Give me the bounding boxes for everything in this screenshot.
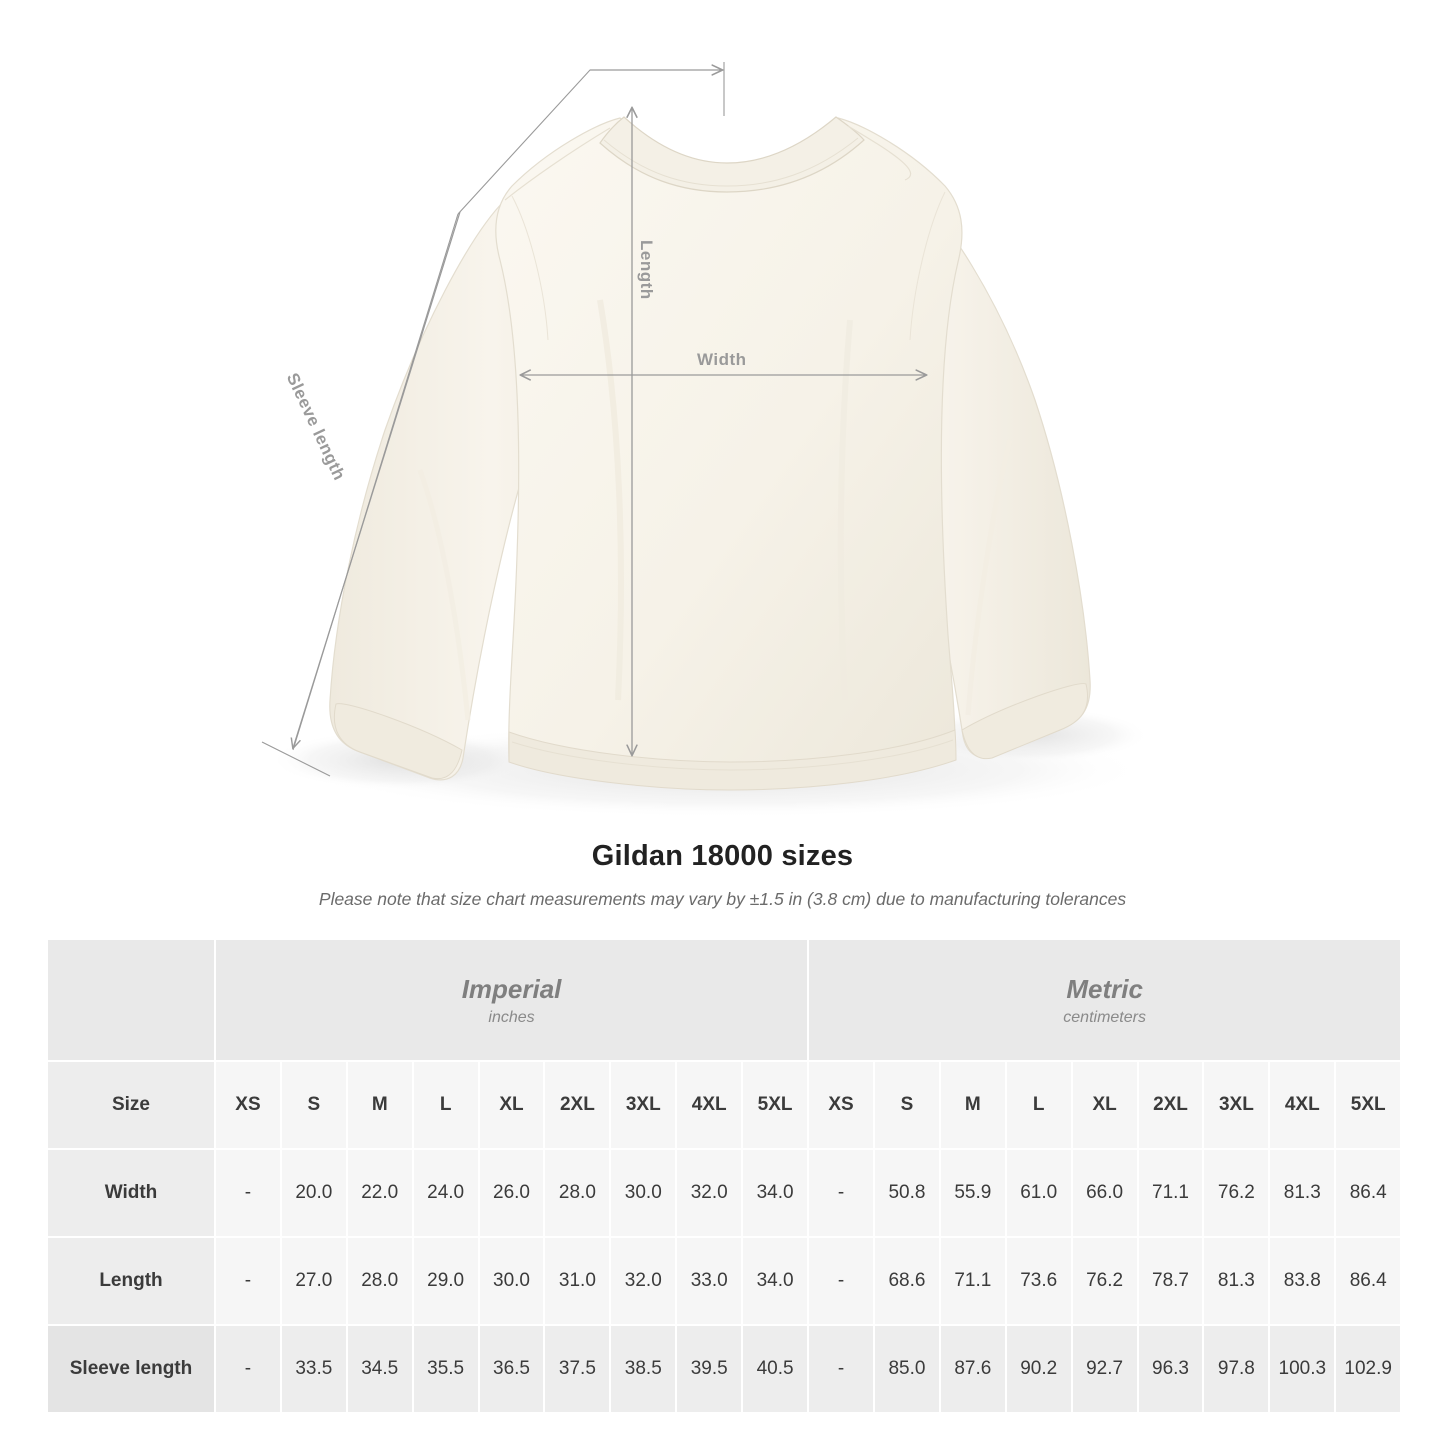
unit-name-metric: Metric xyxy=(1066,973,1143,1004)
cell-width-imperial-4xl: 32.0 xyxy=(676,1149,742,1237)
cell-length-metric-xl: 76.2 xyxy=(1072,1237,1138,1325)
size-header-imperial-l: L xyxy=(413,1061,479,1149)
cell-width-metric-l: 61.0 xyxy=(1006,1149,1072,1237)
size-header-imperial-s: S xyxy=(281,1061,347,1149)
cell-length-metric-3xl: 81.3 xyxy=(1203,1237,1269,1325)
cell-width-imperial-xs: - xyxy=(215,1149,281,1237)
cell-length-imperial-xs: - xyxy=(215,1237,281,1325)
cell-sleeve-metric-4xl: 100.3 xyxy=(1269,1325,1335,1413)
cell-width-imperial-l: 24.0 xyxy=(413,1149,479,1237)
cell-width-imperial-xl: 26.0 xyxy=(479,1149,545,1237)
cell-length-metric-m: 71.1 xyxy=(940,1237,1006,1325)
size-header-metric-xs: XS xyxy=(808,1061,874,1149)
size-header-metric-s: S xyxy=(874,1061,940,1149)
table-row xyxy=(47,1237,1401,1325)
cell-sleeve-imperial-2xl: 37.5 xyxy=(544,1325,610,1413)
cell-length-imperial-4xl: 33.0 xyxy=(676,1237,742,1325)
cell-width-metric-s: 50.8 xyxy=(874,1149,940,1237)
cell-length-metric-4xl: 83.8 xyxy=(1269,1237,1335,1325)
cell-sleeve-metric-2xl: 96.3 xyxy=(1138,1325,1204,1413)
length-label: Length xyxy=(637,240,656,300)
cell-sleeve-metric-s: 85.0 xyxy=(874,1325,940,1413)
table-row xyxy=(47,1325,1401,1413)
page-title: Gildan 18000 sizes xyxy=(591,840,854,872)
size-header-metric-3xl: 3XL xyxy=(1203,1061,1269,1149)
cell-sleeve-metric-xs: - xyxy=(808,1325,874,1413)
size-header-imperial-xl: XL xyxy=(479,1061,545,1149)
cell-length-metric-s: 68.6 xyxy=(874,1237,940,1325)
cell-width-imperial-2xl: 28.0 xyxy=(544,1149,610,1237)
cell-length-imperial-2xl: 31.0 xyxy=(544,1237,610,1325)
table-row xyxy=(47,1149,1401,1237)
tolerance-note: Please note that size chart measurements may vary by ±1.5 in (3.8 cm) due to manufacturing tolerances xyxy=(318,889,1127,909)
sleeve-length-label: Sleeve length xyxy=(282,370,350,484)
unit-sub-imperial: inches xyxy=(488,1009,535,1027)
cell-width-metric-2xl: 71.1 xyxy=(1138,1149,1204,1237)
cell-length-metric-5xl: 86.4 xyxy=(1335,1237,1401,1325)
unit-header-imperial xyxy=(215,939,808,1061)
cell-length-metric-xs: - xyxy=(808,1237,874,1325)
width-label: Width xyxy=(697,350,747,369)
cell-width-imperial-3xl: 30.0 xyxy=(610,1149,676,1237)
cell-sleeve-metric-l: 90.2 xyxy=(1006,1325,1072,1413)
cell-width-metric-m: 55.9 xyxy=(940,1149,1006,1237)
cell-width-imperial-m: 22.0 xyxy=(347,1149,413,1237)
cell-length-imperial-s: 27.0 xyxy=(281,1237,347,1325)
size-header-metric-m: M xyxy=(940,1061,1006,1149)
cell-sleeve-metric-m: 87.6 xyxy=(940,1325,1006,1413)
cell-sleeve-imperial-s: 33.5 xyxy=(281,1325,347,1413)
cell-sleeve-imperial-xl: 36.5 xyxy=(479,1325,545,1413)
cell-length-imperial-l: 29.0 xyxy=(413,1237,479,1325)
cell-width-metric-xs: - xyxy=(808,1149,874,1237)
size-header-row xyxy=(47,1061,1401,1149)
size-header-label: Size xyxy=(47,1061,215,1149)
size-header-imperial-m: M xyxy=(347,1061,413,1149)
size-header-imperial-xs: XS xyxy=(215,1061,281,1149)
row-label-length: Length xyxy=(47,1237,215,1325)
size-header-imperial-4xl: 4XL xyxy=(676,1061,742,1149)
size-header-metric-2xl: 2XL xyxy=(1138,1061,1204,1149)
unit-sub-metric: centimeters xyxy=(1063,1009,1146,1027)
cell-length-imperial-5xl: 34.0 xyxy=(742,1237,808,1325)
cell-sleeve-imperial-xs: - xyxy=(215,1325,281,1413)
cell-length-imperial-xl: 30.0 xyxy=(479,1237,545,1325)
size-header-metric-l: L xyxy=(1006,1061,1072,1149)
cell-sleeve-imperial-5xl: 40.5 xyxy=(742,1325,808,1413)
cell-sleeve-metric-3xl: 97.8 xyxy=(1203,1325,1269,1413)
size-table xyxy=(46,938,1402,1414)
unit-name-imperial: Imperial xyxy=(461,973,562,1004)
size-header-metric-4xl: 4XL xyxy=(1269,1061,1335,1149)
cell-width-metric-3xl: 76.2 xyxy=(1203,1149,1269,1237)
size-table-wrap xyxy=(0,938,1445,1414)
title-block xyxy=(0,840,1445,910)
cell-width-imperial-5xl: 34.0 xyxy=(742,1149,808,1237)
unit-header-spacer xyxy=(47,939,215,1061)
row-label-sleeve-length: Sleeve length xyxy=(47,1325,215,1413)
cell-sleeve-metric-xl: 92.7 xyxy=(1072,1325,1138,1413)
cell-sleeve-imperial-m: 34.5 xyxy=(347,1325,413,1413)
cell-sleeve-imperial-4xl: 39.5 xyxy=(676,1325,742,1413)
unit-header-metric xyxy=(808,939,1401,1061)
size-header-imperial-3xl: 3XL xyxy=(610,1061,676,1149)
cell-length-imperial-m: 28.0 xyxy=(347,1237,413,1325)
cell-sleeve-imperial-3xl: 38.5 xyxy=(610,1325,676,1413)
size-header-imperial-2xl: 2XL xyxy=(544,1061,610,1149)
cell-sleeve-metric-5xl: 102.9 xyxy=(1335,1325,1401,1413)
cell-length-metric-l: 73.6 xyxy=(1006,1237,1072,1325)
size-header-metric-5xl: 5XL xyxy=(1335,1061,1401,1149)
size-header-imperial-5xl: 5XL xyxy=(742,1061,808,1149)
size-header-metric-xl: XL xyxy=(1072,1061,1138,1149)
cell-width-metric-5xl: 86.4 xyxy=(1335,1149,1401,1237)
cell-length-metric-2xl: 78.7 xyxy=(1138,1237,1204,1325)
cell-sleeve-imperial-l: 35.5 xyxy=(413,1325,479,1413)
cell-width-imperial-s: 20.0 xyxy=(281,1149,347,1237)
cell-width-metric-4xl: 81.3 xyxy=(1269,1149,1335,1237)
cell-length-imperial-3xl: 32.0 xyxy=(610,1237,676,1325)
cell-width-metric-xl: 66.0 xyxy=(1072,1149,1138,1237)
unit-header-row xyxy=(47,939,1401,1061)
row-label-width: Width xyxy=(47,1149,215,1237)
